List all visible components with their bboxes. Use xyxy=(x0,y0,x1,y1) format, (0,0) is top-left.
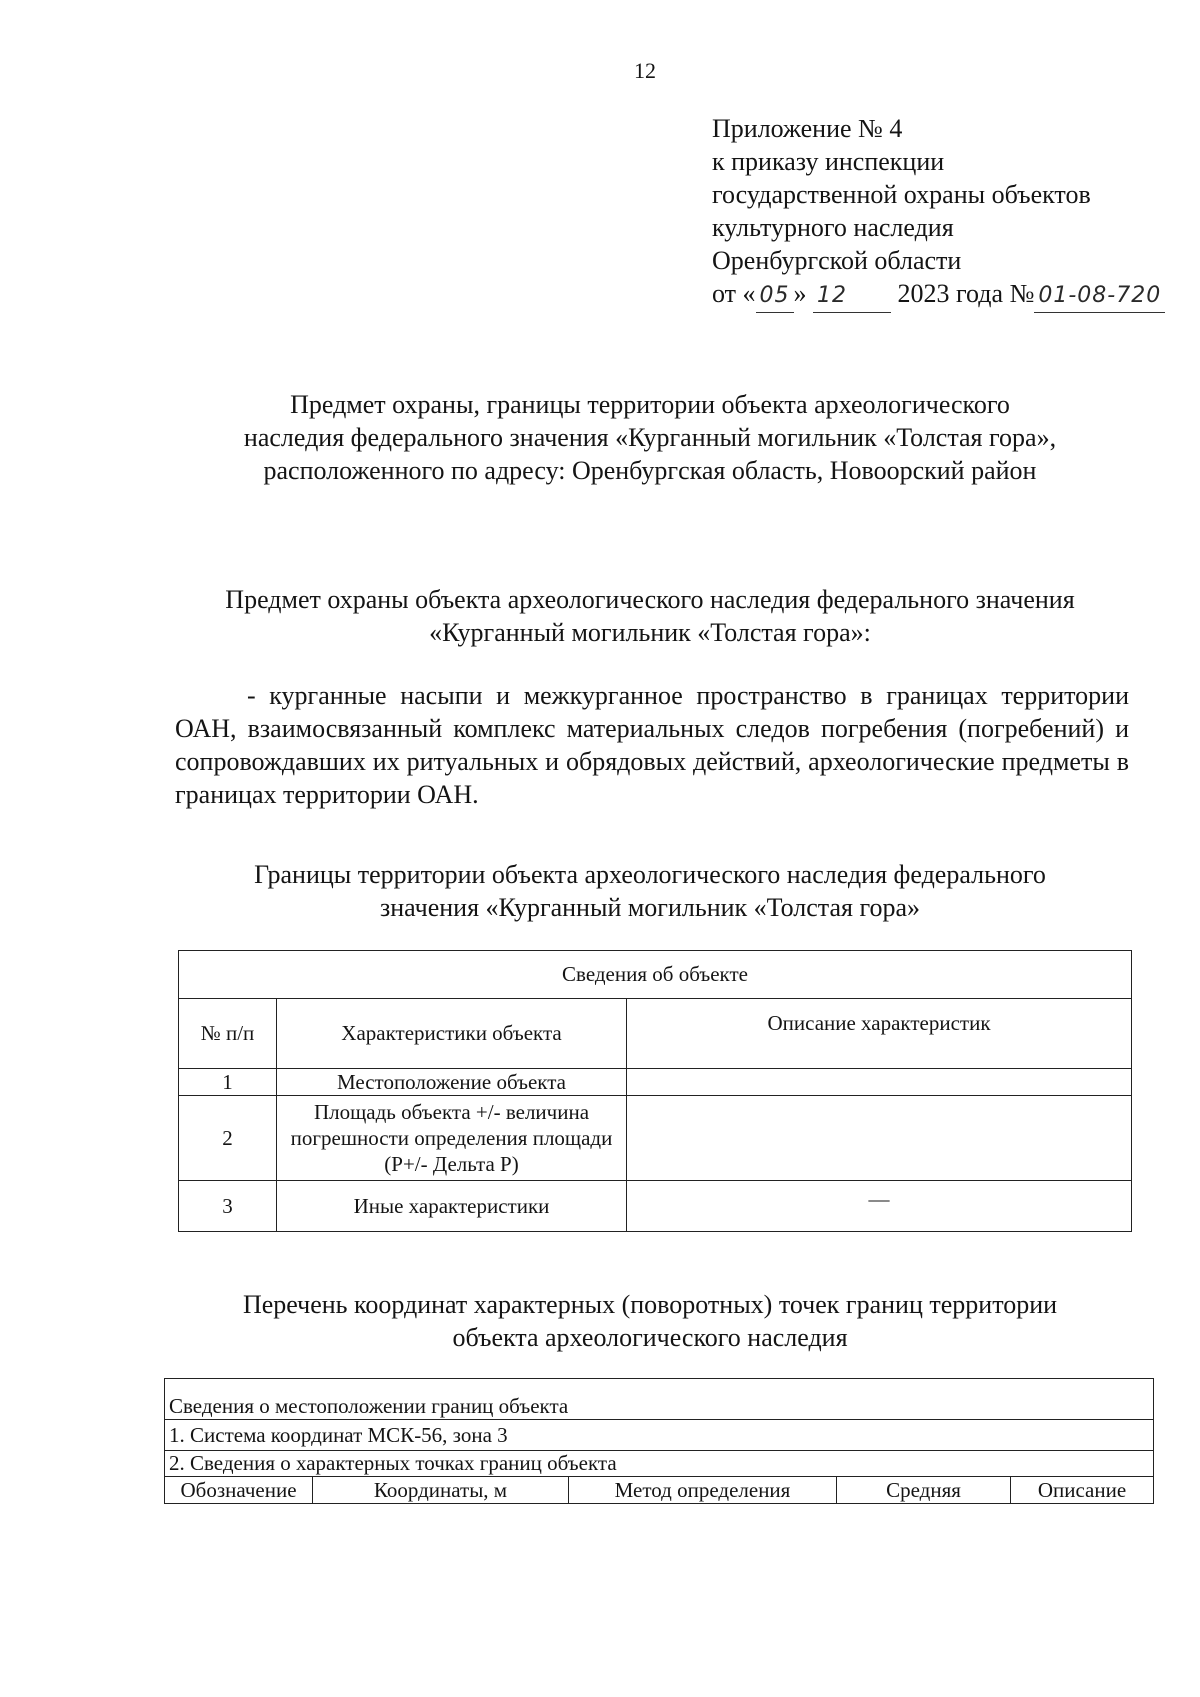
coords-table-row: Сведения о местоположении границ объекта xyxy=(165,1379,1154,1420)
subject-paragraph: - курганные насыпи и межкурганное пространство в границах территории ОАН, взаимосвязанный комплекс материальных следов погребения (погребений) и сопровождавших их ритуальных и обрядовых действий, археологические предметы в границах территории ОАН. xyxy=(175,681,1129,809)
table-row xyxy=(179,1096,1132,1181)
row-num: 3 xyxy=(179,1181,277,1232)
date-year: 2023 года № xyxy=(897,279,1035,308)
title-line: Предмет охраны, границы территории объекта археологического xyxy=(290,390,1010,419)
subject-text xyxy=(175,679,1129,811)
title-line: наследия федерального значения «Курганный могильник «Толстая гора», xyxy=(243,423,1057,452)
row-description xyxy=(627,1096,1132,1181)
coords-table-row: 2. Сведения о характерных точках границ объекта xyxy=(165,1451,1154,1477)
date-day: 05 xyxy=(756,279,794,313)
date-prefix: от « xyxy=(712,279,756,308)
subject-heading xyxy=(180,583,1120,649)
appendix-date-line xyxy=(712,277,1165,313)
subject-heading-line: Предмет охраны объекта археологического наследия федерального значения xyxy=(225,585,1075,614)
date-month: 12 xyxy=(813,279,891,313)
boundaries-heading xyxy=(180,858,1120,924)
coords-header-description: Описание xyxy=(1011,1477,1154,1504)
row-description: — xyxy=(627,1181,1132,1232)
coords-table xyxy=(164,1378,1154,1504)
appendix-line: Приложение № 4 xyxy=(712,114,903,143)
coords-header-designation: Обозначение xyxy=(165,1477,313,1504)
row-characteristic: Местоположение объекта xyxy=(277,1069,627,1096)
boundaries-heading-line: Границы территории объекта археологического наследия федерального xyxy=(254,860,1046,889)
coords-heading xyxy=(180,1288,1120,1354)
boundaries-heading-line: значения «Курганный могильник «Толстая гора» xyxy=(379,893,921,922)
title-line: расположенного по адресу: Оренбургская область, Новоорский район xyxy=(263,456,1037,485)
table-row xyxy=(179,1069,1132,1096)
appendix-line: культурного наследия xyxy=(712,213,954,242)
document-title xyxy=(180,388,1120,487)
appendix-block xyxy=(712,112,1165,313)
appendix-line: государственной охраны объектов xyxy=(712,180,1091,209)
date-sep: » xyxy=(793,279,807,308)
row-characteristic: Площадь объекта +/- величина погрешности определения площади (Р+/- Дельта Р) xyxy=(277,1096,627,1181)
column-header-description: Описание характеристик xyxy=(627,999,1132,1069)
column-header-num: № п/п xyxy=(179,999,277,1069)
subject-heading-line: «Курганный могильник «Толстая гора»: xyxy=(429,618,871,647)
appendix-line: к приказу инспекции xyxy=(712,147,945,176)
coords-header-method: Метод определения xyxy=(569,1477,837,1504)
coords-heading-line: объекта археологического наследия xyxy=(452,1323,848,1352)
coords-heading-line: Перечень координат характерных (поворотных) точек границ территории xyxy=(242,1290,1058,1319)
order-number: 01-08-720 xyxy=(1034,279,1165,313)
coords-header-average: Средняя xyxy=(837,1477,1011,1504)
page-number: 12 xyxy=(634,58,656,83)
row-num: 1 xyxy=(179,1069,277,1096)
column-header-characteristic: Характеристики объекта xyxy=(277,999,627,1069)
table-row xyxy=(179,1181,1132,1232)
row-description xyxy=(627,1069,1132,1096)
object-info-table xyxy=(178,950,1132,1232)
coords-header-coordinates: Координаты, м xyxy=(313,1477,569,1504)
coords-table-row: 1. Система координат МСК-56, зона 3 xyxy=(165,1420,1154,1451)
object-table-title: Сведения об объекте xyxy=(179,951,1132,999)
row-characteristic: Иные характеристики xyxy=(277,1181,627,1232)
row-num: 2 xyxy=(179,1096,277,1181)
appendix-line: Оренбургской области xyxy=(712,246,962,275)
